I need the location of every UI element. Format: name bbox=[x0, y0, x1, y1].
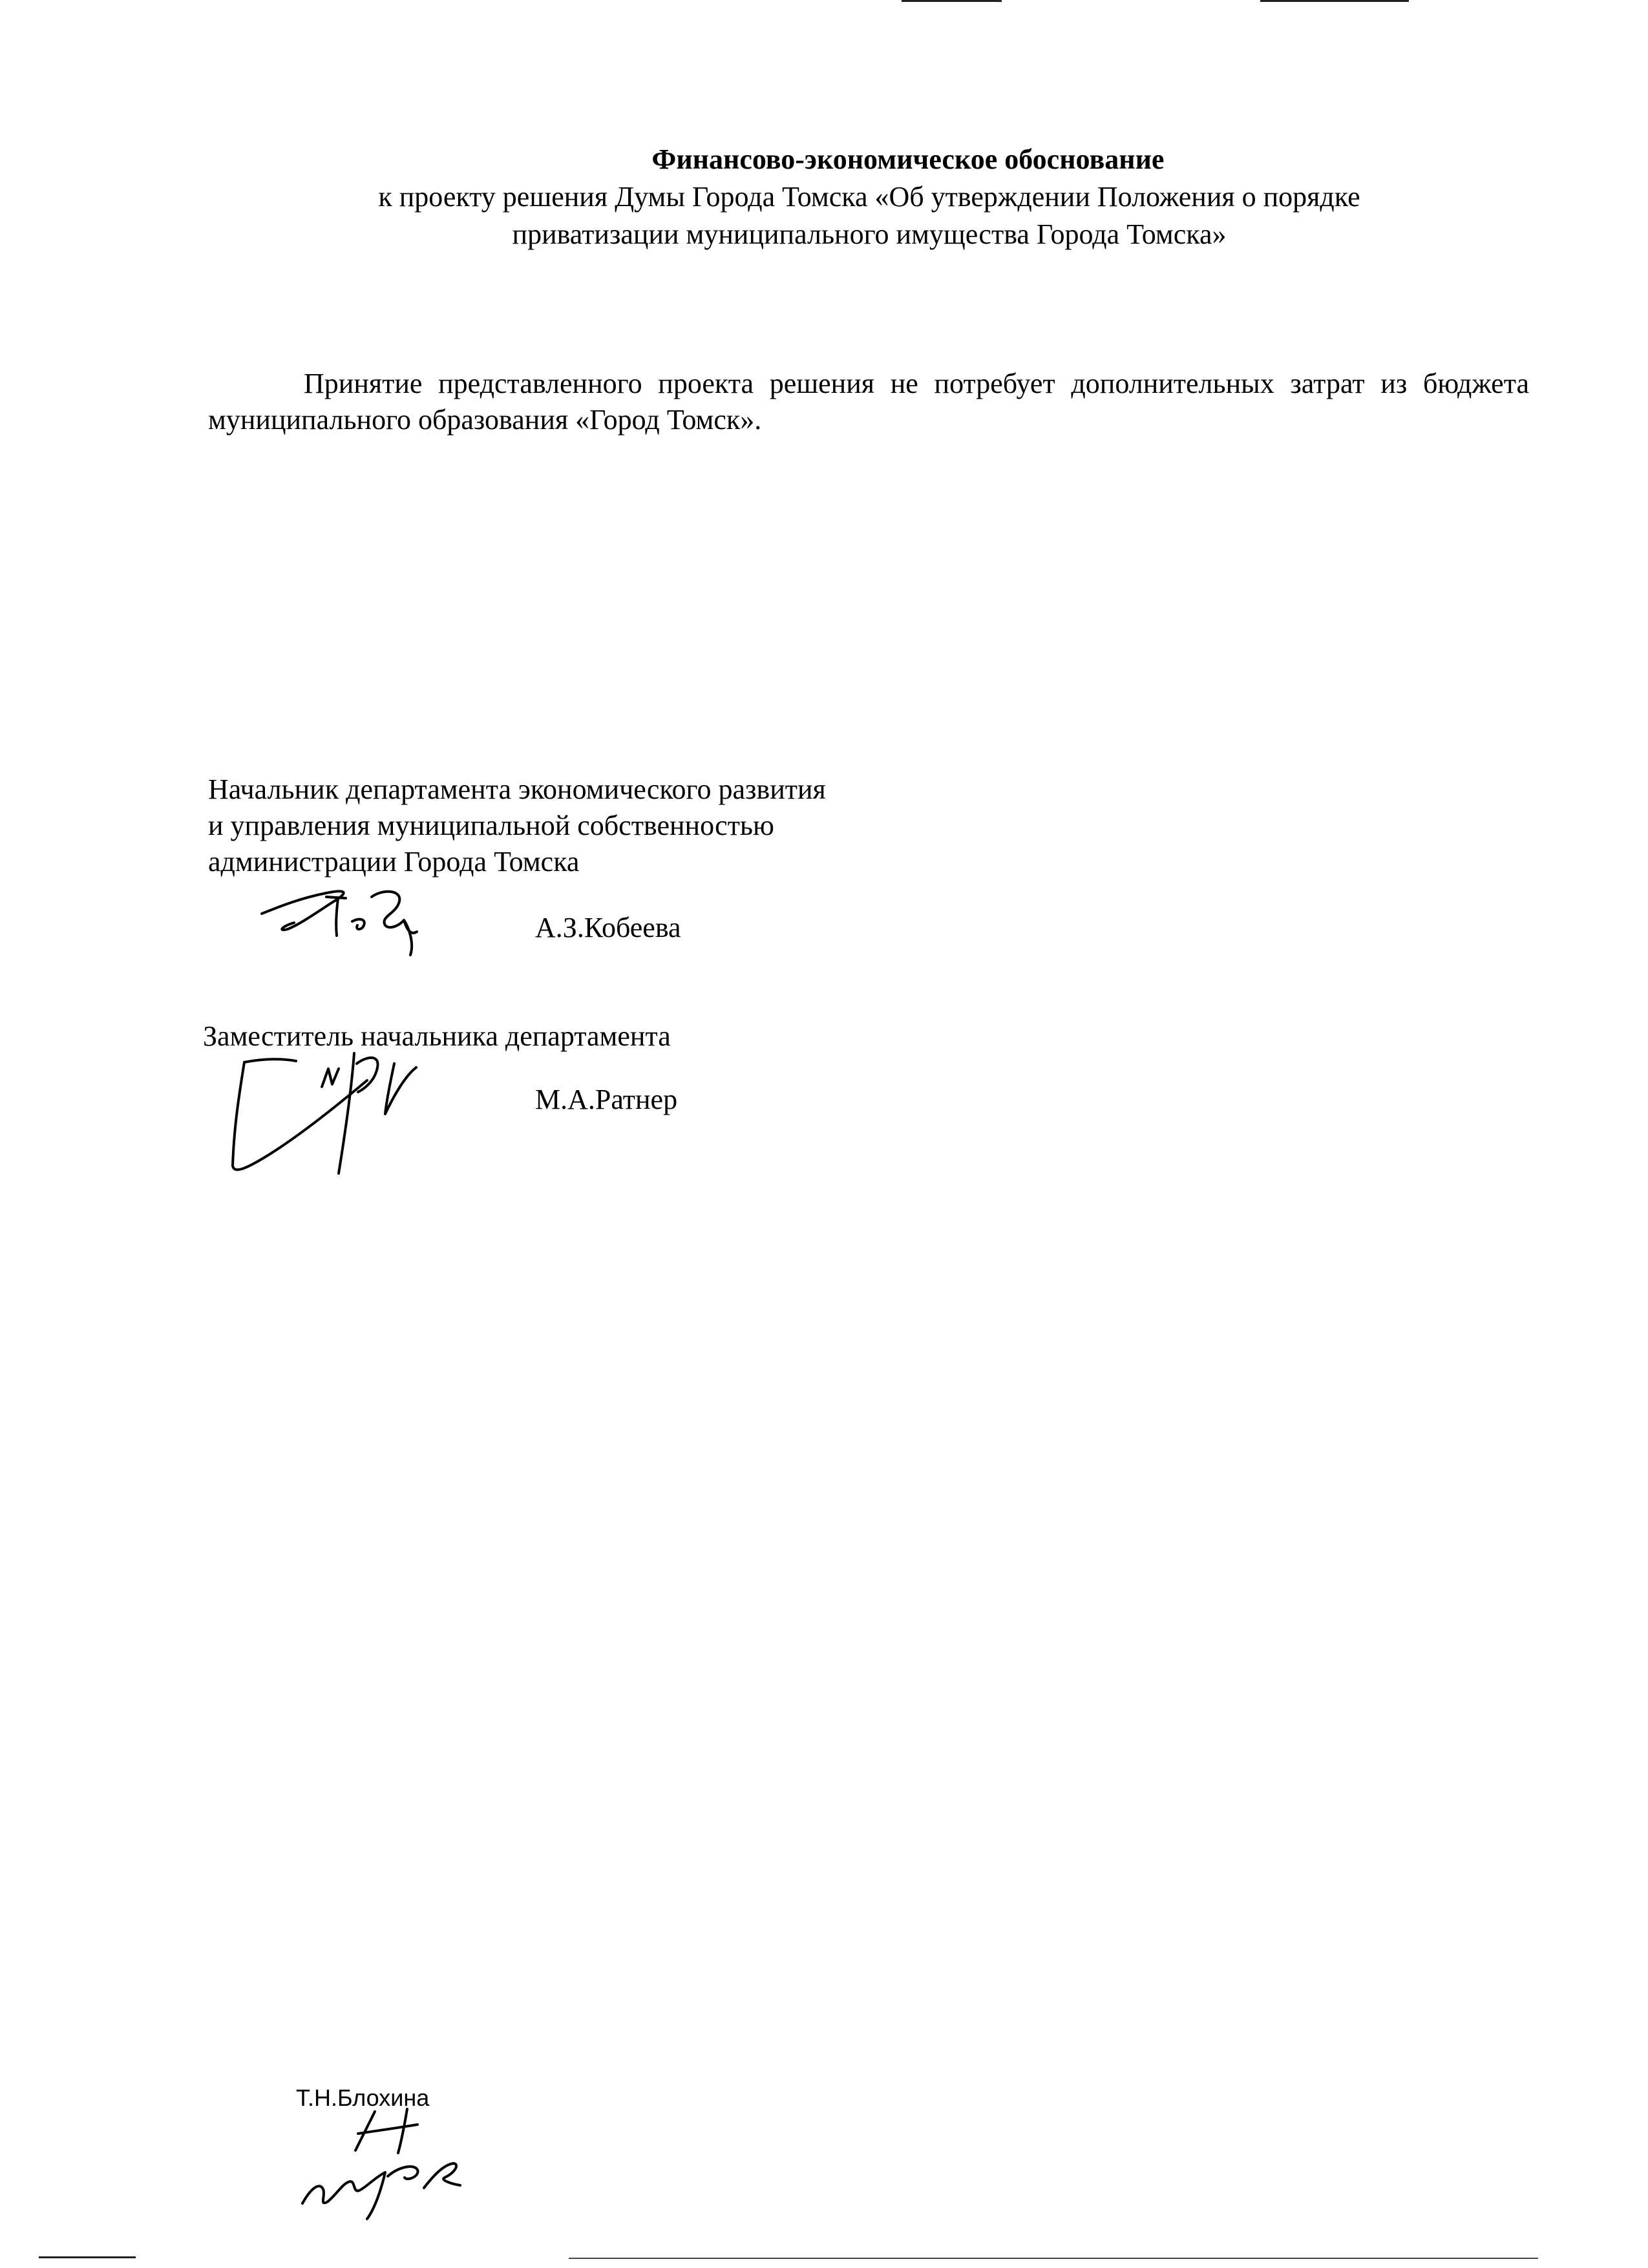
signatory-2-position: Заместитель начальника департамента bbox=[203, 1020, 671, 1052]
executor-name: Т.Н.Блохина bbox=[296, 2084, 430, 2111]
document-header bbox=[194, 141, 1545, 253]
signatory-1-position-line2: и управления муниципальной собственностью bbox=[208, 810, 774, 841]
document-subtitle-line1: к проекту решения Думы Города Томска «Об утверждении Положения о порядке bbox=[378, 181, 1360, 213]
signatory-1-position bbox=[208, 772, 1048, 880]
document-subtitle-line2: приватизации муниципального имущества Города Томска» bbox=[512, 218, 1227, 250]
document-title: Финансово-экономическое обоснование bbox=[651, 143, 1165, 175]
scan-edge-line bbox=[39, 2256, 136, 2258]
scan-edge-line bbox=[1260, 0, 1409, 2]
signatory-1-position-line3: администрации Города Томска bbox=[208, 846, 580, 877]
body-paragraph: Принятие представленного проекта решения не потребует дополнительных затрат из бюджета муниципального образования «Город Томск». bbox=[208, 368, 1529, 436]
signature-2-handwritten bbox=[225, 1030, 477, 1179]
signatory-1-position-line1: Начальник департамента экономического развития bbox=[208, 773, 826, 805]
signature-1-handwritten bbox=[255, 884, 443, 961]
signatory-1-name: А.З.Кобеева bbox=[535, 912, 681, 943]
scan-edge-line bbox=[569, 2258, 1538, 2259]
executor-initials-handwritten bbox=[291, 2105, 485, 2221]
scan-edge-line bbox=[902, 0, 1002, 2]
signatory-2-name: М.А.Ратнер bbox=[535, 1084, 678, 1115]
